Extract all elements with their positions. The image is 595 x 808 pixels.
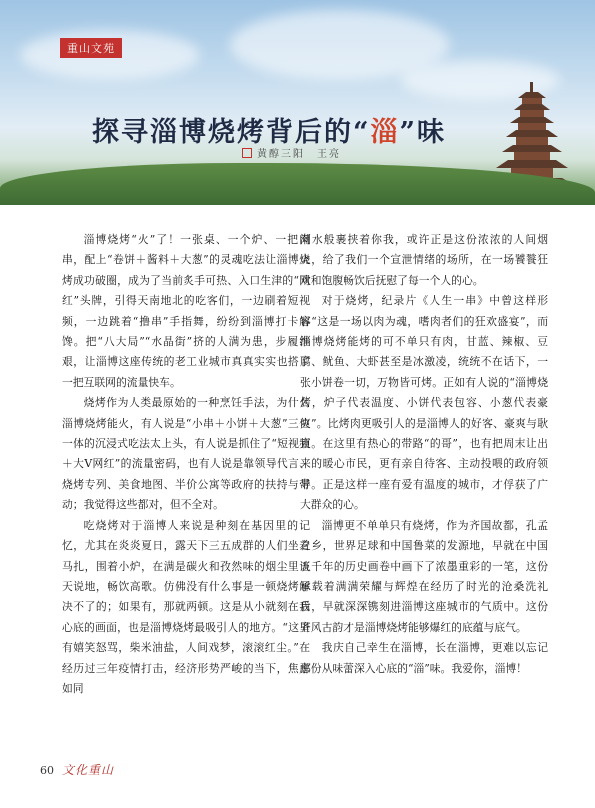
square-bullet-icon [242,148,252,158]
paragraph: 淄博烧烤“火”了！一张桌、一个炉、一把肉串，配上“卷饼＋酱料＋大葱”的灵魂吃法让淄博烧烤成功破圈，成为了当前炙手可热、入口生津的“网红”头牌，引得天南地北的吃客们，一边刷着短视频，一边跳着“撸串”手指舞，纷纷到淄博打卡解馋。把“八大局”“水晶街”挤的人满为患，步履维艰，让淄博这座传统的老工业城市真真实实也搭了一把互联网的流量快车。 [62,233,310,389]
title-highlight: 淄 [370,117,400,148]
page-number: 60 [40,764,54,777]
paragraph: 烧烤作为人类最原始的一种烹饪手法，为什么淄博烧烤能火，有人说是“小串＋小饼＋大葱”三位一体的沉浸式吃法太上头，有人说是抓住了“短视频＋大V网红”的流量密码，也有人说是靠领导代言、烧烤专列、美食地图、半价公寓等政府的扶持与带动；我觉得这些都对，但不全对。 [62,396,310,512]
header-banner [0,0,595,205]
title-text: 探寻淄博烧烤背后的“ [92,117,371,148]
paragraph: 潮水般裹挟着你我，或许正是这份浓浓的人间烟火，给了我们一个宣泄情绪的场所，在一场饕餮狂欢和饱腹畅饮后抚慰了每一个人的心。 [300,233,548,287]
paragraph: 吃烧烤对于淄博人来说是种刻在基因里的记忆，尤其在炎炎夏日，露天下三五成群的人们坐着马扎，围着小炉，在满是碳火和孜然味的烟尘里谈天说地，畅饮高歌。仿佛没有什么事是一顿烧烤解决不了的；如果有，那就两顿。这是从小就刻在我心底的画面，也是淄博烧烤最吸引人的地方。“这里有嬉笑怒骂，柴米油盐，人间戏梦，滚滚红尘。”在经历过三年疫情打击，经济形势严峻的当下，焦虑如同 [62,518,310,695]
article-title [92,110,446,149]
title-text-end: ”味 [399,117,447,148]
right-column [300,230,548,679]
authors: 黄醇三阳 王亮 [257,149,341,160]
paragraph: 淄博更不单单只有烧烤，作为齐国故都，孔孟之乡，世界足球和中国鲁菜的发源地，早就在中国五千年的历史画卷中画下了浓墨重彩的一笔，这份承载着满满荣耀与辉煌在经历了时光的沧桑洗礼后，早就深深镌刻进淄博这座城市的气质中。这份齐风古韵才是淄博烧烤能够爆红的底蕴与底气。 [300,518,548,634]
paragraph: 我庆自己幸生在淄博，长在淄博，更难以忘记那份从味蕾深入心底的“淄”味。我爱你，淄博！ [300,641,548,675]
left-column [62,230,310,699]
author-line [242,145,341,160]
paragraph: 对于烧烤，纪录片《人生一串》中曾这样形容“这是一场以肉为魂，嗜肉者们的狂欢盛宴”，而淄博烧烤能烤的可不单只有肉，甘蓝、辣椒、豆腐、鱿鱼、大虾甚至是冰激凌，统统不在话下，一张小饼卷一切，万物皆可烤。正如有人说的“淄博烧烤，炉子代表温度、小饼代表包容、小葱代表豪爽”。比烤肉更吸引人的是淄博人的好客、豪爽与耿直。在这里有热心的带路“的哥”，也有把周末让出来的暖心市民，更有亲自待客、主动投喂的政府领导。正是这样一座有爱有温度的城市，才俘获了广大群众的心。 [300,294,548,512]
magazine-name: 文化重山 [62,763,115,777]
section-tag: 重山文苑 [60,38,122,58]
